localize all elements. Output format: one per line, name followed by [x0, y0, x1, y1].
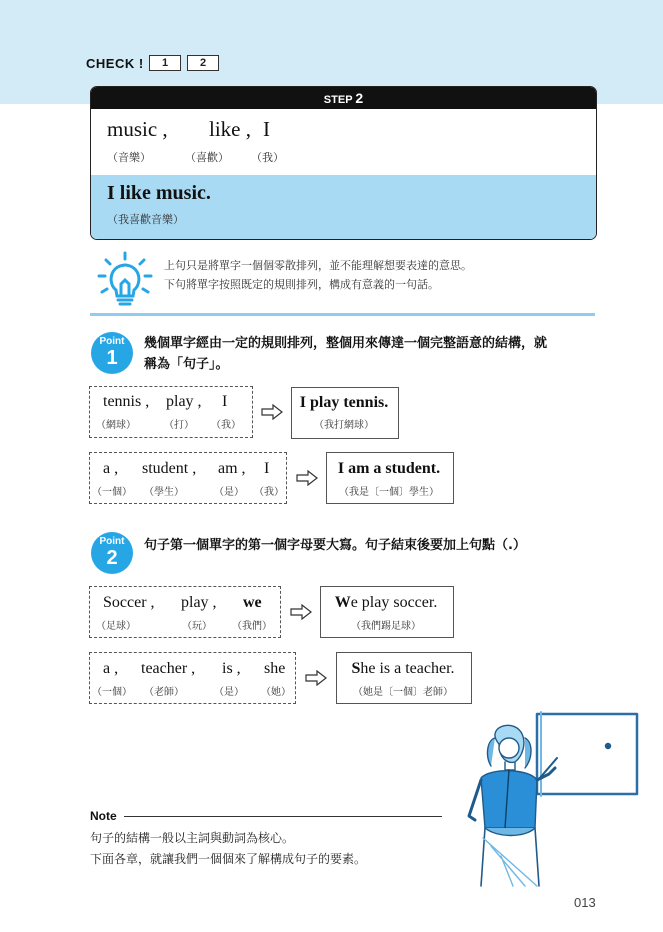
- check-label: CHECK !: [86, 56, 144, 71]
- point-1-label: Point: [99, 336, 125, 347]
- point-2-number: 2: [106, 547, 118, 569]
- word: she: [264, 660, 286, 677]
- sentence-gloss: （我們踢足球）: [351, 621, 421, 632]
- lightbulb-icon: [96, 250, 154, 308]
- step-number: 2: [355, 90, 364, 106]
- point-1-badge: [91, 332, 133, 374]
- word-gloss: （學生）: [144, 487, 184, 498]
- sentence-gloss: （我是〔一個〕學生）: [339, 487, 439, 498]
- word-gloss: （我）: [211, 420, 241, 431]
- point-2-text-line-1: 句子第一個單字的第一個字母要大寫。句子結束後要加上句點（.）: [144, 538, 526, 553]
- sentence-rest: e play soccer.: [350, 594, 438, 611]
- step-word-2: like ,: [209, 117, 251, 141]
- step-gloss-1: （音樂）: [107, 151, 151, 164]
- word: tennis ,: [103, 393, 150, 410]
- word-gloss: （老師）: [144, 687, 184, 698]
- point-2-badge: [91, 532, 133, 574]
- word: a ,: [103, 660, 119, 677]
- word-gloss: （她）: [261, 687, 291, 698]
- word-gloss: （我們）: [232, 621, 272, 632]
- note-line-2: 下面各章，就讓我們一個個來了解構成句子的要素。: [90, 852, 367, 866]
- point-1-text-line-1: 幾個單字經由一定的規則排列，整個用來傳達一個完整語意的結構，就: [144, 336, 548, 351]
- word: play ,: [181, 594, 217, 611]
- arrow-right-icon: [296, 470, 318, 486]
- step-sentence: I like music.: [107, 182, 211, 204]
- sentence-result: I play tennis.: [299, 394, 389, 411]
- capital-letter: S: [351, 660, 361, 677]
- capital-letter: W: [334, 594, 351, 611]
- point-1-number: 1: [106, 347, 118, 369]
- step-card: [90, 86, 597, 240]
- word: is ,: [222, 660, 241, 677]
- page-number: 013: [574, 895, 596, 910]
- word: I: [264, 460, 270, 477]
- sentence-gloss: （她是〔一個〕老師）: [353, 687, 453, 698]
- step-label: STEP: [323, 94, 353, 106]
- sentence-result: I am a student.: [337, 460, 441, 477]
- note-line-1: 句子的結構一般以主詞與動詞為核心。: [90, 831, 295, 845]
- sentence-result: [320, 594, 452, 612]
- tip-line-2: 下句將單字按照既定的規則排列，構成有意義的一句話。: [164, 278, 439, 291]
- check-box-2[interactable]: 2: [187, 55, 219, 71]
- section-divider: [90, 313, 595, 316]
- word: Soccer ,: [103, 594, 155, 611]
- point-2-label: Point: [99, 536, 125, 547]
- word-gloss: （打）: [164, 420, 194, 431]
- word: am ,: [218, 460, 246, 477]
- arrow-right-icon: [305, 670, 327, 686]
- word-gloss: （玩）: [182, 621, 212, 632]
- word-gloss: （我）: [254, 487, 284, 498]
- word: play ,: [166, 393, 202, 410]
- step-word-1: music ,: [107, 117, 168, 141]
- step-word-3: I: [263, 117, 270, 141]
- arrow-right-icon: [261, 404, 283, 420]
- teacher-illustration: [445, 708, 650, 888]
- word: a ,: [103, 460, 119, 477]
- word: teacher ,: [141, 660, 196, 677]
- tip-line-1: 上句只是將單字一個個零散排列，並不能理解想要表達的意思。: [164, 259, 472, 272]
- sentence-result: [336, 660, 470, 678]
- word-gloss: （是）: [214, 687, 244, 698]
- word: student ,: [142, 460, 197, 477]
- sentence-rest: he is a teacher.: [360, 660, 455, 677]
- step-sentence-gloss: （我喜歡音樂）: [107, 213, 184, 226]
- point-1-text-line-2: 稱為「句子」。: [144, 357, 229, 372]
- note-title: Note: [90, 809, 117, 823]
- step-gloss-2: （喜歡）: [185, 151, 229, 164]
- word-gloss: （足球）: [96, 621, 136, 632]
- word-gloss: （是）: [214, 487, 244, 498]
- arrow-right-icon: [290, 604, 312, 620]
- word: we: [243, 594, 262, 611]
- step-gloss-3: （我）: [251, 151, 284, 164]
- note-rule: [124, 816, 442, 817]
- word-gloss: （網球）: [96, 420, 136, 431]
- word-gloss: （一個）: [92, 487, 132, 498]
- word: I: [222, 393, 228, 410]
- sentence-gloss: （我打網球）: [314, 420, 374, 431]
- step-header: [91, 87, 596, 109]
- check-box-1[interactable]: 1: [149, 55, 181, 71]
- word-gloss: （一個）: [92, 687, 132, 698]
